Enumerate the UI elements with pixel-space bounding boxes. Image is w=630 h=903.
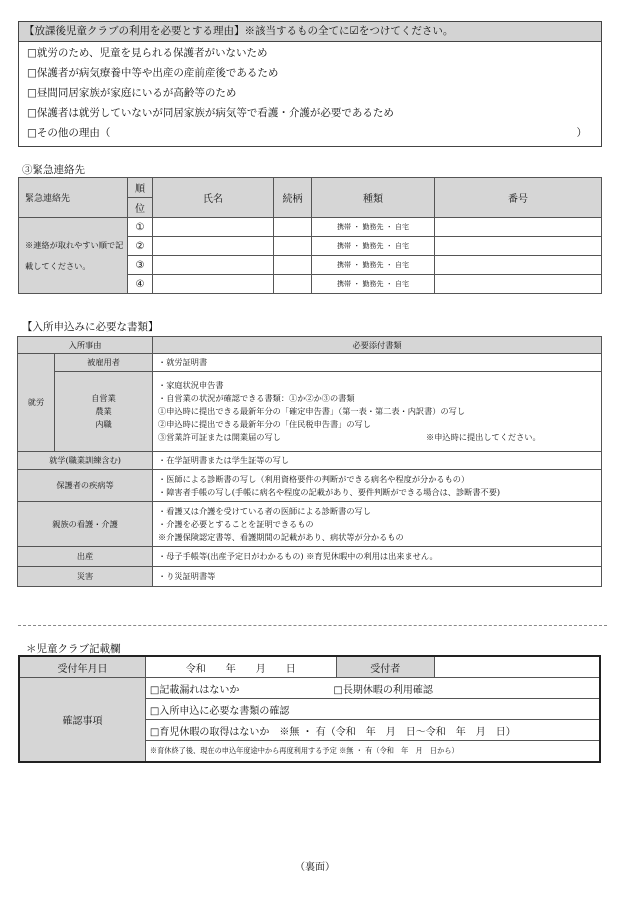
club-title: ＊児童クラブ記載欄: [26, 643, 121, 655]
docs-head-reason: 入所事由: [18, 337, 153, 354]
reason-option-work[interactable]: □就労のため、児童を見られる保護者がいないため: [27, 47, 268, 59]
docs-work: 就労: [18, 354, 55, 452]
relation-input[interactable]: [274, 218, 312, 237]
reason-option-family-care[interactable]: □保護者は就労していないが同居家族が病気等で看護・介護が必要であるため: [27, 107, 394, 119]
club-check-childcare-leave[interactable]: □育児休暇の取得はないか ※無 ・ 有（令和 年 月 日～令和 年 月 日）: [145, 720, 600, 741]
reason-header: 【放課後児童クラブの利用を必要とする理由】※該当するもの全てに☑をつけてください。: [19, 22, 601, 42]
docs-study-doc: ・在学証明書または学生証等の写し: [153, 452, 602, 470]
name-header: 氏名: [153, 178, 274, 218]
docs-self-0: 自営業: [91, 393, 116, 403]
number-header: 番号: [435, 178, 602, 218]
relation-input[interactable]: [274, 237, 312, 256]
emergency-side-label: 緊急連絡先: [19, 178, 128, 218]
docs-self-docs-note: ※申込時に提出してください。: [426, 432, 541, 442]
cut-line: [18, 625, 607, 626]
club-check-reuse: ※育休終了後、現在の申込年度途中から再度利用する予定 ※無 ・ 有（令和 年 月 日から）: [145, 741, 600, 763]
club-confirm-label: 確認事項: [19, 678, 145, 763]
docs-employed-doc: ・就労証明書: [153, 354, 602, 372]
docs-disaster-doc: ・り災証明書等: [153, 567, 602, 587]
club-check-long-vacation[interactable]: □長期休暇の利用確認: [333, 684, 433, 696]
name-input[interactable]: [153, 237, 274, 256]
reason-section: [18, 21, 602, 147]
docs-birth: 出産: [18, 547, 153, 567]
docs-self-2: 内職: [95, 419, 112, 429]
order-cell: ①: [128, 218, 153, 237]
number-input[interactable]: [435, 256, 602, 275]
order-cell: ④: [128, 275, 153, 294]
docs-self-employed: [55, 372, 153, 452]
docs-table: [17, 336, 602, 587]
club-check-row: [145, 678, 600, 699]
reason-other-close: ）: [576, 127, 587, 139]
club-date-label: 受付年月日: [19, 656, 145, 678]
docs-birth-doc: ・母子手帳等(出産予定日がわかるもの) ※育児休暇中の利用は出来ません。: [153, 547, 602, 567]
number-input[interactable]: [435, 218, 602, 237]
name-input[interactable]: [153, 218, 274, 237]
docs-self-doc: ③営業許可証または開業届の写し: [158, 432, 281, 442]
docs-illness-doc: ・障害者手帳の写し(手帳に病名や程度の記載があり、要件判断ができる場合は、診断書不要): [158, 486, 501, 497]
name-input[interactable]: [153, 256, 274, 275]
type-options[interactable]: 携帯 ・ 勤務先 ・ 自宅: [312, 237, 435, 256]
docs-care-doc: ※介護保険認定書等、看護期間の記載があり、病状等が分かるもの: [158, 531, 404, 542]
order-cell: ②: [128, 237, 153, 256]
docs-illness: 保護者の疾病等: [18, 470, 153, 502]
order-header-2: 位: [128, 198, 153, 218]
order-cell: ③: [128, 256, 153, 275]
number-input[interactable]: [435, 275, 602, 294]
emergency-table: [18, 177, 602, 294]
type-options[interactable]: 携帯 ・ 勤務先 ・ 自宅: [312, 218, 435, 237]
name-input[interactable]: [153, 275, 274, 294]
club-table: [18, 655, 601, 763]
docs-care-doc: ・介護を必要とすることを証明できるもの: [158, 518, 314, 529]
reason-option-elderly[interactable]: □昼間同居家族が家庭にいるが高齢等のため: [27, 87, 237, 99]
docs-self-docs: [153, 372, 602, 452]
emergency-note: ※連絡が取れやすい順で記載してください。: [19, 218, 128, 294]
docs-study: 就学(職業訓練含む): [18, 452, 153, 470]
page-footer: （裏面）: [295, 862, 335, 873]
docs-self-doc-row: [158, 431, 601, 444]
order-header-1: 順: [128, 178, 153, 198]
docs-head-docs: 必要添付書類: [153, 337, 602, 354]
docs-self-1: 農業: [95, 406, 112, 416]
relation-input[interactable]: [274, 275, 312, 294]
club-receiver-input[interactable]: [434, 656, 600, 678]
docs-self-doc: ・自営業の状況が確認できる書類：①か②か③の書類: [158, 393, 355, 403]
docs-disaster: 災害: [18, 567, 153, 587]
reason-option-illness[interactable]: □保護者が病気療養中等や出産の産前産後であるため: [27, 67, 279, 79]
type-options[interactable]: 携帯 ・ 勤務先 ・ 自宅: [312, 275, 435, 294]
docs-self-doc: ・家庭状況申告書: [158, 380, 224, 390]
docs-self-doc: ①申込時に提出できる最新年分の「確定申告書」（第一表・第二表・内訳書）の写し: [158, 406, 466, 416]
docs-employed: 被雇用者: [55, 354, 153, 372]
docs-self-doc: ②申込時に提出できる最新年分の「住民税申告書」の写し: [158, 419, 371, 429]
docs-illness-docs: [153, 470, 602, 502]
docs-care: 親族の看護・介護: [18, 502, 153, 547]
reason-option-other[interactable]: [19, 123, 601, 143]
club-check-docs[interactable]: □入所申込に必要な書類の確認: [145, 699, 600, 720]
docs-illness-doc: ・医師による診断書の写し（利用資格要件の判断ができる病名や程度が分かるもの）: [158, 473, 470, 484]
club-receiver-label: 受付者: [336, 656, 434, 678]
relation-header: 続柄: [274, 178, 312, 218]
number-input[interactable]: [435, 237, 602, 256]
type-options[interactable]: 携帯 ・ 勤務先 ・ 自宅: [312, 256, 435, 275]
docs-care-docs: [153, 502, 602, 547]
docs-care-doc: ・看護又は介護を受けている者の医師による診断書の写し: [158, 505, 371, 516]
club-date-value[interactable]: 令和 年 月 日: [145, 656, 336, 678]
reason-option-other-label: □その他の理由（: [27, 127, 111, 139]
docs-title: 【入所申込みに必要な書類】: [22, 321, 159, 333]
type-header: 種類: [312, 178, 435, 218]
emergency-title: ③緊急連絡先: [22, 164, 85, 176]
relation-input[interactable]: [274, 256, 312, 275]
club-check-omission[interactable]: □記載漏れはないか: [149, 684, 240, 696]
